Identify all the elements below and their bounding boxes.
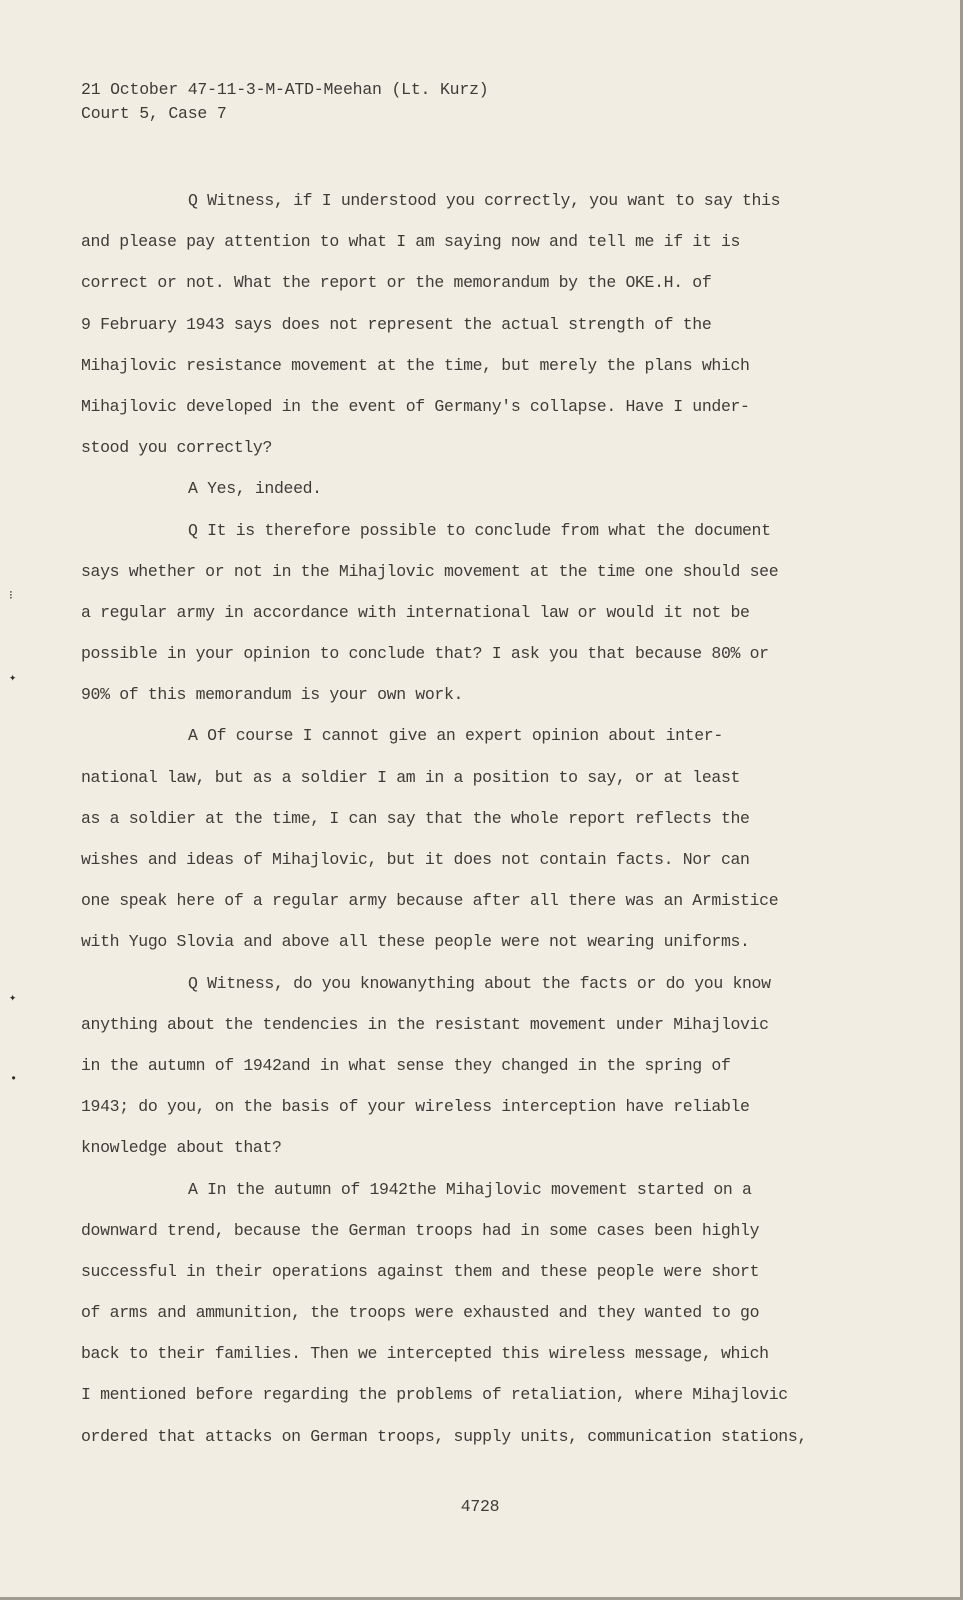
transcript-line: Q Witness, if I understood you correctly, you want to say this [188, 191, 781, 210]
transcript-line: correct or not. What the report or the memorandum by the OKE.H. of [81, 273, 712, 293]
transcript-line: ordered that attacks on German troops, supply units, communication stations, [81, 1426, 807, 1446]
transcript-line: A In the autumn of 1942the Mihajlovic movement started on a [188, 1179, 752, 1199]
transcript-line: possible in your opinion to conclude that? I ask you that because 80% or [81, 644, 769, 664]
transcript-line: I mentioned before regarding the problems of retaliation, where Mihajlovic [81, 1385, 788, 1405]
document-header [81, 78, 488, 126]
transcript-line: Mihajlovic developed in the event of Germany's collapse. Have I under- [81, 396, 750, 416]
margin-mark: ⁝ [9, 589, 13, 603]
transcript-line: Q Witness, do you knowanything about the facts or do you know [188, 973, 771, 993]
page-number: 4728 [460, 1497, 500, 1516]
transcript-line: in the autumn of 1942and in what sense they changed in the spring of [81, 1055, 731, 1075]
margin-mark: • [10, 1072, 18, 1086]
transcript-line: with Yugo Slovia and above all these people were not wearing uniforms. [81, 932, 750, 952]
transcript-line: 1943; do you, on the basis of your wireless interception have reliable [81, 1097, 750, 1117]
transcript-line: successful in their operations against them and these people were short [81, 1261, 760, 1281]
header-reference: 21 October 47-11-3-M-ATD-Meehan (Lt. Kurz) [81, 80, 489, 99]
transcript-line: back to their families. Then we intercepted this wireless message, which [81, 1344, 769, 1364]
transcript-line: downward trend, because the German troops had in some cases been highly [81, 1220, 760, 1240]
transcript-line: wishes and ideas of Mihajlovic, but it does not contain facts. Nor can [81, 850, 750, 869]
transcript-line: one speak here of a regular army because after all there was an Armistice [81, 891, 779, 911]
transcript-line: A Yes, indeed. [188, 479, 322, 499]
transcript-line: 90% of this memorandum is your own work. [81, 685, 464, 705]
transcript-line: and please pay attention to what I am saying now and tell me if it is [81, 232, 741, 252]
margin-mark: ✦ [9, 671, 17, 685]
header-court-case: Court 5, Case 7 [81, 104, 227, 123]
transcript-body [81, 180, 871, 1457]
transcript-line: anything about the tendencies in the resistant movement under Mihajlovic [81, 1014, 769, 1034]
margin-mark: ✦ [9, 991, 17, 1005]
transcript-line: as a soldier at the time, I can say that the whole report reflects the [81, 808, 750, 828]
transcript-line: Mihajlovic resistance movement at the time, but merely the plans which [81, 355, 750, 375]
transcript-line: Q It is therefore possible to conclude from what the document [188, 520, 771, 540]
transcript-line: 9 February 1943 says does not represent the actual strength of the [81, 314, 712, 334]
transcript-line: stood you correctly? [81, 438, 273, 458]
transcript-line: of arms and ammunition, the troops were exhausted and they wanted to go [81, 1303, 760, 1323]
transcript-line: national law, but as a soldier I am in a position to say, or at least [81, 767, 741, 787]
transcript-line: A Of course I cannot give an expert opinion about inter- [188, 726, 723, 746]
transcript-line: says whether or not in the Mihajlovic movement at the time one should see [81, 561, 779, 581]
transcript-line: knowledge about that? [81, 1138, 282, 1158]
transcript-line: a regular army in accordance with international law or would it not be [81, 602, 750, 622]
